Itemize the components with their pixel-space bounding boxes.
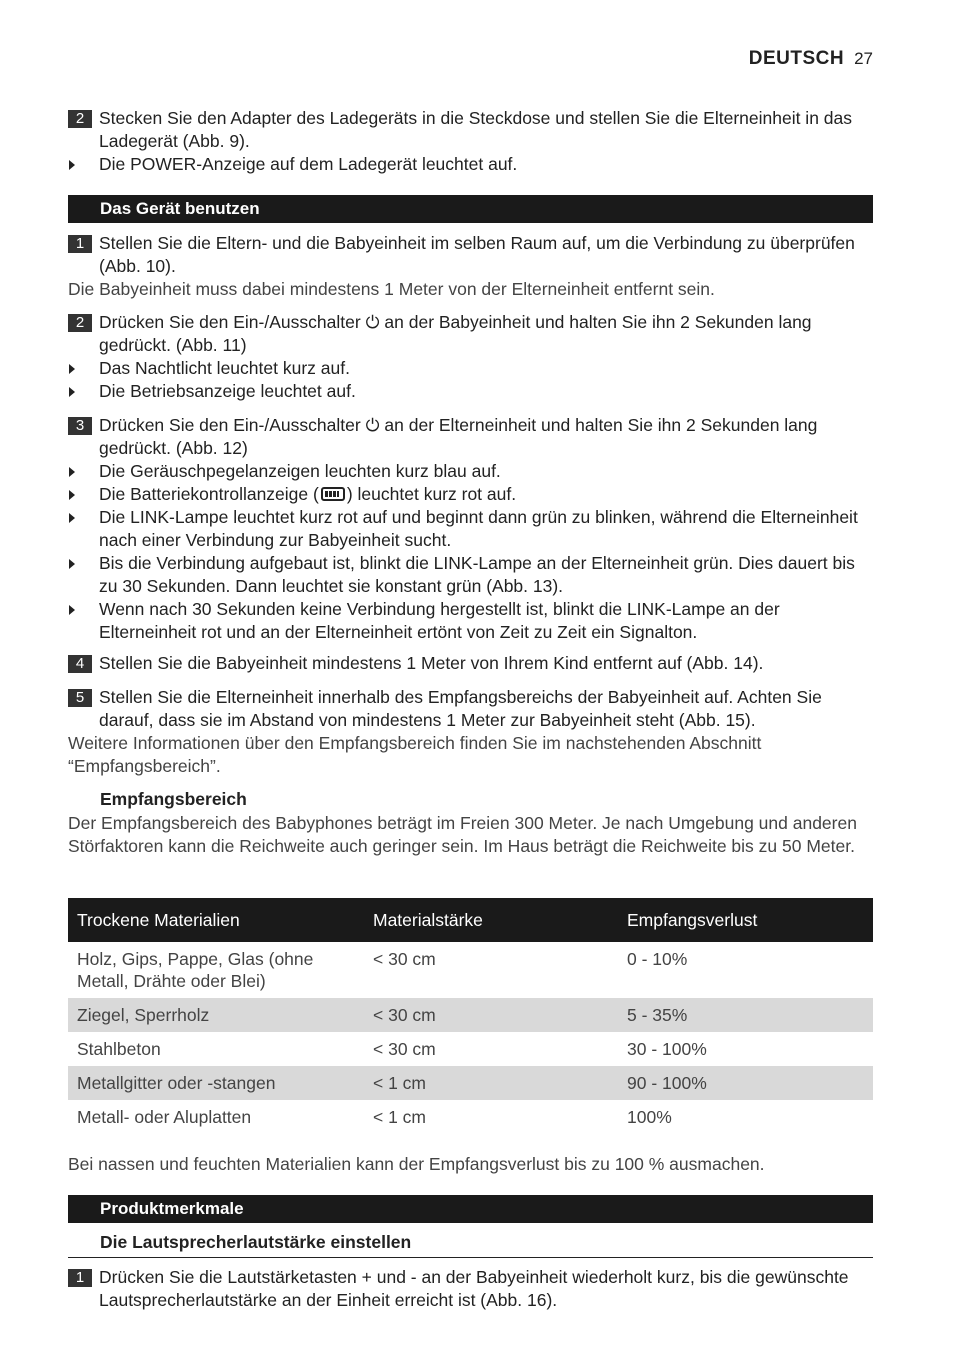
table-cell: < 30 cm [364,998,618,1032]
step-text: Stellen Sie die Babyeinheit mindestens 1 Meter von Ihrem Kind entfernt auf (Abb. 14). [99,653,764,673]
table-row [68,1100,873,1134]
step-text-b: an der Babyeinheit und halten Sie ihn 2 Sekunden lang gedrückt. (Abb. 11) [99,312,812,355]
use-step-4 [68,652,873,675]
step-number: 4 [68,655,92,673]
bullet-item [68,552,873,598]
bullet-text: Bis die Verbindung aufgebaut ist, blinkt die LINK-Lampe an der Elterneinheit grün. Dies dauert bis zu 30 Sekunden. Dann leuchtet sie konstant grün (Abb. 13). [99,553,855,596]
table-cell: Metallgitter oder -stangen [68,1066,364,1100]
column-header: Trockene Materialien [68,898,364,942]
bullet-text: Die Betriebsanzeige leuchtet auf. [99,381,356,401]
column-header: Materialstärke [364,898,618,942]
features-subheading: Die Lautsprecherlautstärke einstellen [100,1232,412,1252]
step-number: 3 [68,417,92,435]
table-row [68,998,873,1032]
range-note: Bei nassen und feuchten Materialien kann der Empfangsverlust bis zu 100 % ausmachen. [68,1154,765,1174]
table-cell: 90 - 100% [618,1066,873,1100]
step-text: Stecken Sie den Adapter des Ladegeräts in die Steckdose und stellen Sie die Elterneinheit in das Ladegerät (Abb. 9). [99,108,853,151]
power-icon: ⏻ [365,312,380,332]
table-cell: Metall- oder Aluplatten [77,1107,252,1127]
subheading-divider [68,1257,873,1258]
bullet-item [68,460,873,483]
step-number: 2 [68,110,92,128]
bullet-item [68,357,873,380]
step-text: Drücken Sie die Lautstärketasten + und - an der Babyeinheit wiederholt kurz, bis die gewünschte Lautsprecherlautstärke an der Einheit erreicht ist (Abb. 16). [99,1267,849,1310]
table-row [68,1066,873,1100]
step-item [68,652,873,675]
table-header-row [68,898,873,942]
step-item [68,232,873,278]
table-cell: < 1 cm [373,1107,427,1127]
intro-steps [68,107,873,176]
materials-table [68,898,873,1134]
bullet-text: Die Geräuschpegelanzeigen leuchten kurz blau auf. [99,461,501,481]
page-header [749,48,873,70]
use-step-3 [68,414,873,644]
table-cell: Stahlbeton [77,1039,161,1059]
power-icon: ⏻ [365,415,380,435]
bullet-item [68,380,873,403]
step-number: 2 [68,314,92,332]
note-text: Die Babyeinheit muss dabei mindestens 1 Meter von der Elterneinheit entfernt sein. [68,279,715,299]
step-number: 1 [68,235,92,253]
note-text: Weitere Informationen über den Empfangsbereich finden Sie im nachstehenden Abschnitt “Empfangsbereich”. [68,733,762,776]
bullet-item [68,153,873,176]
table-cell: Holz, Gips, Pappe, Glas (ohne Metall, Drähte oder Blei) [77,949,314,991]
step-text-a: Drücken Sie den Ein-/Ausschalter [99,415,361,435]
table-cell: 30 - 100% [627,1039,707,1059]
range-heading: Empfangsbereich [100,789,247,809]
use-step-1 [68,232,873,301]
step-number: 5 [68,689,92,707]
bullet-text-a: Die Batteriekontrollanzeige ( [99,484,319,504]
range-text: Der Empfangsbereich des Babyphones beträgt im Freien 300 Meter. Je nach Umgebung und anderen Störfaktoren kann die Reichweite auch geringer sein. Im Haus beträgt die Reichweite bis zu 50 Meter. [68,813,857,856]
step-item [68,311,873,357]
battery-icon [321,487,345,501]
step-item [68,414,873,460]
use-step-2 [68,311,873,403]
use-step-5 [68,686,873,778]
table-cell: Ziegel, Sperrholz [68,998,364,1032]
bullet-item [68,598,873,644]
table-row [68,1032,873,1066]
table-cell: 100% [627,1107,672,1127]
table-cell: < 30 cm [373,949,436,969]
features-step-1 [68,1266,873,1312]
table-cell: < 30 cm [373,1039,436,1059]
bullet-item [68,483,873,506]
step-text-a: Drücken Sie den Ein-/Ausschalter [99,312,361,332]
step-item [68,686,873,732]
step-item [68,1266,873,1312]
column-header: Empfangsverlust [618,898,873,942]
page-number: 27 [854,49,873,68]
bullet-text: Das Nachtlicht leuchtet kurz auf. [99,358,350,378]
step-text: Stellen Sie die Eltern- und die Babyeinheit im selben Raum auf, um die Verbindung zu überprüfen (Abb. 10). [99,233,855,276]
bullet-text-b: ) leuchtet kurz rot auf. [346,484,517,504]
step-text-b: an der Elterneinheit und halten Sie ihn 2 Sekunden lang gedrückt. (Abb. 12) [99,415,818,458]
table-row [68,942,873,998]
step-item [68,107,873,153]
language-label: DEUTSCH [748,48,845,69]
bullet-text: Die LINK-Lampe leuchtet kurz rot auf und beginnt dann grün zu blinken, während die Elterneinheit nach einer Verbindung zur Babyeinheit sucht. [99,507,858,550]
table-cell: 0 - 10% [627,949,688,969]
step-text: Stellen Sie die Elterneinheit innerhalb des Empfangsbereichs der Babyeinheit auf. Achten Sie darauf, dass sie im Abstand von mindestens 1 Meter zur Babyeinheit steht (Abb. 15). [99,687,822,730]
bullet-item [68,506,873,552]
section-heading-use: Das Gerät benutzen [68,195,873,223]
section-heading-features: Produktmerkmale [68,1195,873,1223]
bullet-text: Wenn nach 30 Sekunden keine Verbindung hergestellt ist, blinkt die LINK-Lampe an der Elterneinheit rot und an der Elterneinheit ertönt von Zeit zu Zeit ein Signalton. [99,599,780,642]
step-number: 1 [68,1269,92,1287]
bullet-text: Die POWER-Anzeige auf dem Ladegerät leuchtet auf. [99,154,518,174]
table-cell: < 1 cm [364,1066,618,1100]
table-cell: 5 - 35% [618,998,873,1032]
